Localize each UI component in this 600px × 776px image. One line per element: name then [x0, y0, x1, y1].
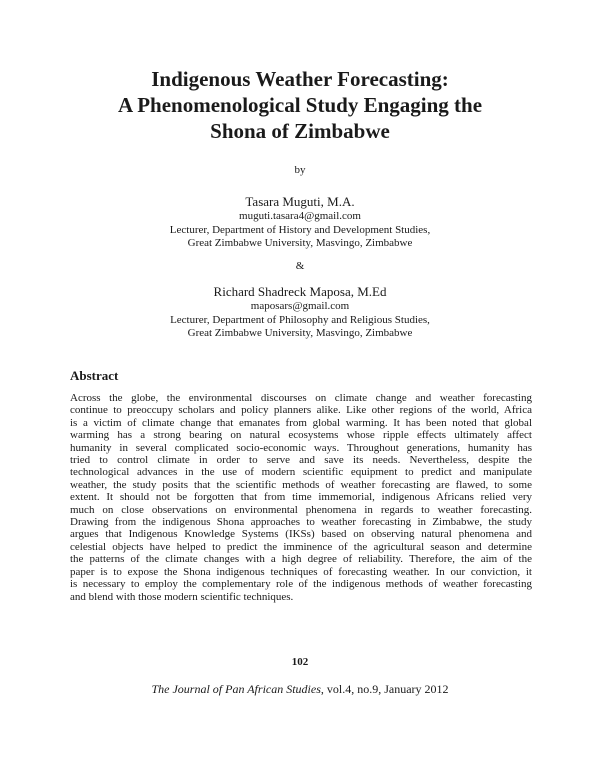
journal-name: The Journal of Pan African Studies — [151, 682, 321, 696]
abstract-heading: Abstract — [70, 368, 119, 383]
title-line-2: A Phenomenological Study Engaging the — [117, 93, 483, 117]
abstract-line: humanity in several complicated socio-economic ways. Throughout generations, humanity has — [70, 441, 532, 454]
author-block-1 — [40, 194, 560, 251]
journal-details: , vol.4, no.9, January 2012 — [320, 682, 449, 696]
abstract-line: technological advances in the use of modern scientific equipment to predict and manipulate — [70, 466, 532, 479]
abstract-line: paper is to expose the Shona indigenous techniques of forecasting weather. In our conviction, it — [70, 565, 532, 578]
abstract-line: Across the globe, the environmental discourses on climate change and weather forecasting — [70, 392, 532, 404]
abstract-line: tried to control climate in order to serve and save its needs. Nevertheless, despite the — [70, 454, 532, 467]
journal-citation — [40, 682, 560, 697]
author-1-email: muguti.tasara4@gmail.com — [239, 210, 361, 222]
title-line-1: Indigenous Weather Forecasting: — [151, 67, 449, 91]
title-line-3: Shona of Zimbabwe — [210, 119, 390, 143]
abstract-line: weather, the study posits that the scientific methods of weather forecasting are flawed, to some — [70, 478, 532, 491]
abstract-body — [70, 392, 532, 603]
abstract-line: celestial objects have helped to predict the imminence of the agricultural season and determine — [70, 540, 532, 553]
author-2-position: Lecturer, Department of Philosophy and Religious Studies, — [170, 313, 430, 326]
abstract-line: much on close observations on environmental phenomena in regards to weather forecasting. — [70, 503, 532, 516]
abstract-line: warming has a strong bearing on natural ecosystems whose ripple effects ultimately affect — [70, 429, 532, 442]
author-1-institution: Great Zimbabwe University, Masvingo, Zimbabwe — [187, 237, 413, 249]
paper-title — [40, 66, 560, 144]
abstract-line: Drawing from the indigenous Shona approaches to weather forecasting in Zimbabwe, the study — [70, 516, 532, 529]
author-block-2 — [40, 284, 560, 341]
author-2-institution: Great Zimbabwe University, Masvingo, Zimbabwe — [187, 327, 413, 339]
abstract-line: argues that Indigenous Knowledge Systems (IKSs) based on observing natural phenomena and — [70, 528, 532, 541]
author-1-position: Lecturer, Department of History and Development Studies, — [169, 223, 431, 236]
by-label: by — [294, 164, 306, 176]
abstract-line: and blend with those modern scientific techniques. — [70, 590, 294, 603]
abstract-line: the patterns of the climate changes with a high degree of reliability. Therefore, the aim of the — [70, 553, 532, 566]
abstract-line: is a victim of climate change that emanates from global warming. It has been noted that global — [70, 416, 532, 429]
abstract-line: extent. It should not be forgotten that from time immemorial, indigenous Africans relied very — [70, 491, 532, 504]
author-1-name: Tasara Muguti, M.A. — [245, 194, 355, 209]
ampersand: & — [295, 260, 305, 272]
page-number: 102 — [291, 656, 309, 668]
author-2-email: maposars@gmail.com — [250, 300, 350, 312]
author-2-name: Richard Shadreck Maposa, M.Ed — [213, 284, 387, 299]
abstract-line: is necessary to employ the complementary role of the indigenous methods of weather forecasting — [70, 578, 532, 591]
abstract-line: continue to preoccupy scholars and policy planners alike. Like other regions of the world, Africa — [70, 404, 532, 417]
